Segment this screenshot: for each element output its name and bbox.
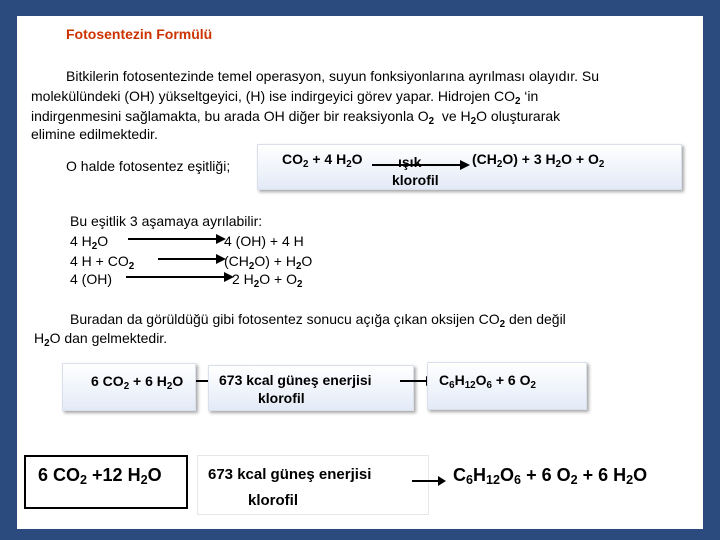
stage3-left: 4 (OH) (70, 271, 112, 287)
stage2-arrow (158, 254, 228, 264)
paragraph2-line1: Buradan da görüldüğü gibi fotosentez sonucu açığa çıkan oksijen $CO_2$ den değil (70, 311, 566, 330)
paragraph1-line4: elimine edilmektedir. (31, 126, 158, 142)
equation1-condition-chlorophyll: klorofil (392, 172, 439, 188)
equation2-condition-energy: 673 kcal güneş enerjisi (219, 372, 372, 388)
equation1-arrow (372, 160, 472, 170)
equation3-condition-energy: 673 kcal güneş enerjisi (208, 466, 372, 483)
equation3-condition-box (197, 455, 429, 515)
equation1-condition-light: ışık (398, 154, 422, 170)
stage1-left: 4 $H_2O$ (70, 233, 109, 252)
equation3-arrow (412, 476, 448, 486)
stages-intro: Bu eşitlik 3 aşamaya ayrılabilir: (70, 213, 263, 229)
stage1-arrow (128, 234, 228, 244)
stage1-right: 4 (OH) + 4 H (224, 233, 304, 249)
paragraph1-line1: Bitkilerin fotosentezinde temel operasyon, suyun fonksiyonlarına ayrılması olayıdır. Su (66, 68, 600, 84)
equation1-right: $(CH_2O) + 3$ $H_2O + O_2$ (472, 151, 605, 170)
paragraph2-line2: $H_2O$ dan gelmektedir. (34, 330, 168, 349)
stage2-right: $(CH_2O) + H_2O$ (224, 253, 313, 272)
equation1-left: $CO_2 + 4$ $H_2O$ (282, 151, 363, 170)
equation2-left: 6 $CO_2 + 6$ $H_2O$ (91, 373, 184, 392)
stage3-right: 2 $H_2O + O_2$ (232, 271, 303, 290)
stage2-left: 4 $H + CO_2$ (70, 253, 135, 272)
equation2-condition-chlorophyll: klorofil (258, 390, 305, 406)
equation3-condition-chlorophyll: klorofil (248, 492, 299, 509)
equation1-prefix: O halde fotosentez eşitliği; (66, 158, 231, 174)
stage3-arrow (126, 272, 236, 282)
equation3-left: 6 $CO_2 +12$ $H_2O$ (38, 465, 162, 487)
paragraph1-line3: indirgenmesini sağlamakta, bu arada OH diğer bir reaksiyonla $O_2$ ve $H_2O$ oluşturarak (31, 108, 561, 127)
paragraph1-line2: molekülündeki (OH) yükseltgeyici, (H) ise indirgeyici görev yapar. Hidrojen $CO_2$ ‘in (31, 88, 539, 107)
page-title: Fotosentezin Formülü (66, 26, 213, 42)
equation2-right: $C_6H_{12}O_6 + 6$ $O_2$ (439, 372, 536, 391)
equation3-right: $C_6H_{12}O_6 + 6$ $O_2 + 6$ $H_2O$ (453, 465, 648, 487)
